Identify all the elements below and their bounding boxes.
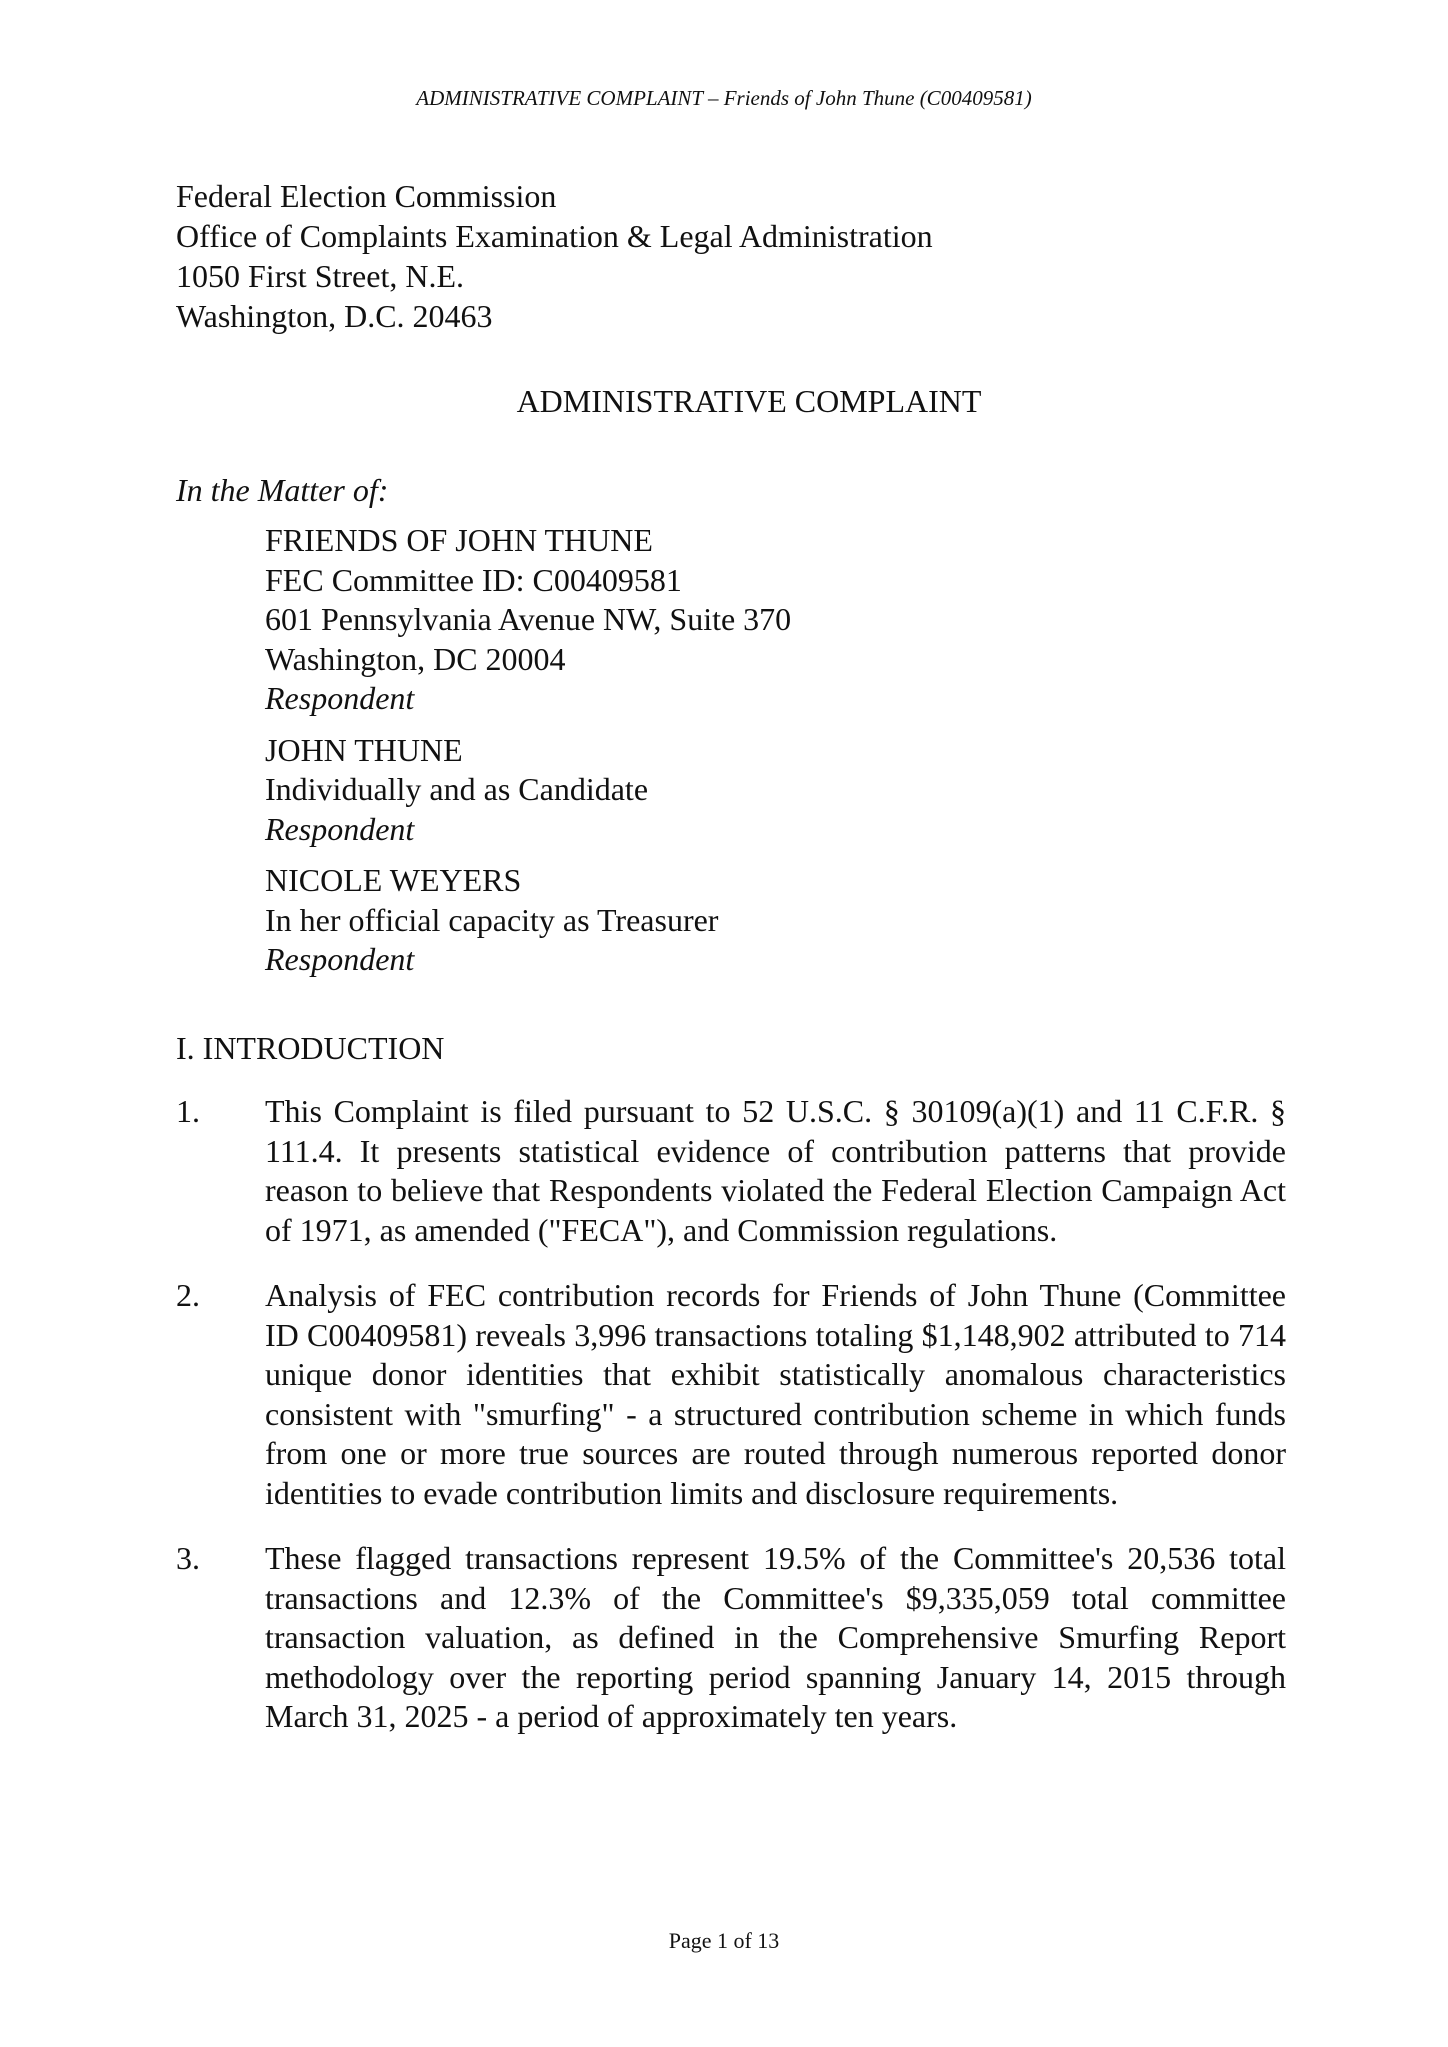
paragraph-number: 3. [176,1540,200,1576]
respondent-role: Respondent [265,810,415,847]
paragraph [176,1539,1286,1737]
respondent-line: Individually and as Candidate [265,771,649,807]
respondents-list [265,521,791,992]
paragraph [176,1092,1286,1250]
respondent-treasurer [265,861,791,980]
running-header: ADMINISTRATIVE COMPLAINT – Friends of John Thune (C00409581) [416,86,1032,110]
respondent-line: FRIENDS OF JOHN THUNE [265,522,653,558]
addressee-line: Federal Election Commission [176,178,557,214]
addressee-line: Office of Complaints Examination & Legal Administration [176,218,933,254]
respondent-role: Respondent [265,941,415,977]
paragraph-text: Analysis of FEC contribution records for Friends of John Thune (Committee ID C00409581) reveals 3,996 transactions totaling $1,148,902 attributed to 714 unique donor identities that exhibit statistically anomalous characteristics consistent with "smurfing" - a structured contribution scheme in which funds from one or more true sources are routed through numerous reported donor identities to evade contribution limits and disclosure requirements. [265,1277,1286,1511]
respondent-line: JOHN THUNE [265,731,463,768]
document-title: ADMINISTRATIVE COMPLAINT [516,383,982,419]
paragraph-number: 1. [176,1093,200,1129]
paragraph [176,1276,1286,1513]
respondent-committee [265,521,791,719]
page-number: Page 1 of 13 [668,1928,780,1953]
respondent-line: In her official capacity as Treasurer [265,901,719,938]
respondent-line: NICOLE WEYERS [265,862,522,898]
respondent-line: FEC Committee ID: C00409581 [265,561,682,598]
respondent-role: Respondent [265,680,415,716]
paragraph-text: This Complaint is filed pursuant to 52 U.S.C. § 30109(a)(1) and 11 C.F.R. § 111.4. It presents statistical evidence of contribution patterns that provide reason to believe that Respondents violated the Federal Election Campaign Act of 1971, as amended ("FECA"), and Commission regulations. [265,1093,1286,1248]
addressee-line: Washington, D.C. 20463 [176,298,493,334]
section-heading: I. INTRODUCTION [176,1030,445,1066]
paragraph-text: These flagged transactions represent 19.5% of the Committee's 20,536 total transactions and 12.3% of the Committee's $9,335,059 total committee transaction valuation, as defined in the Comprehensive Smurfing Report methodology over the reporting period spanning January 14, 2015 through March 31, 2025 - a period of approximately ten years. [265,1540,1286,1734]
respondent-line: Washington, DC 20004 [265,640,566,677]
addressee-block [176,176,933,336]
paragraph-number: 2. [176,1277,200,1313]
addressee-line: 1050 First Street, N.E. [176,258,464,294]
respondent-line: 601 Pennsylvania Avenue NW, Suite 370 [265,601,792,637]
matter-label: In the Matter of: [176,472,389,508]
respondent-candidate [265,731,791,850]
paragraph-list [176,1092,1286,1763]
